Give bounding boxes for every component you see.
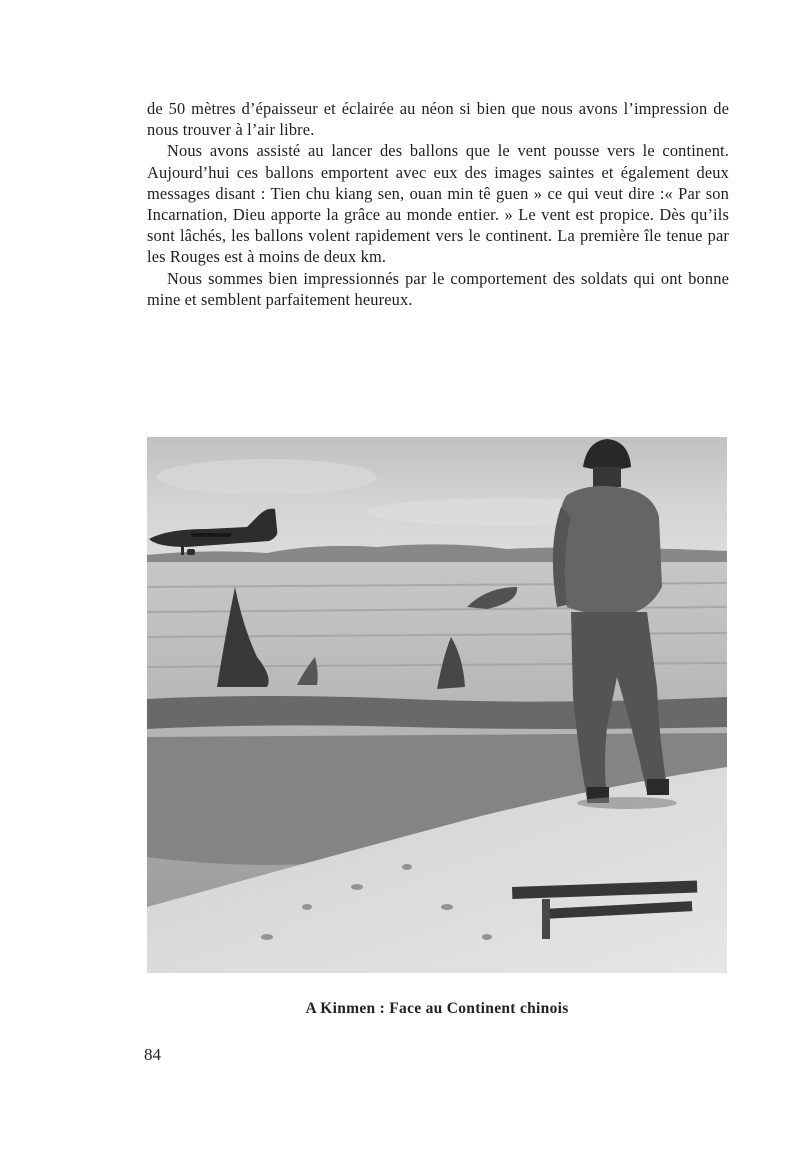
page-number: 84 bbox=[144, 1045, 161, 1064]
photograph-kinmen bbox=[147, 437, 727, 973]
paragraph-balloons: Nous avons assisté au lancer des ballons que le vent pousse vers le continent. Aujourd’hui ces ballons emportent avec eux des images saintes et également deux messages disant : Tien chu kiang sen, ouan min tê guen » ce qui veut dire :« Par son Incarnation, Dieu apporte la grâce au monde entier. » Le vent est propice. Dès qu’ils sont lâchés, les ballons volent rapidement vers le continent. La première île tenue par les Rouges est à moins de deux km. bbox=[147, 141, 729, 267]
film-grain bbox=[147, 437, 727, 973]
photograph-illustration bbox=[147, 437, 727, 973]
paragraph-continuation: de 50 mètres d’épaisseur et éclairée au néon si bien que nous avons l’impression de nous trouver à l’air libre. bbox=[147, 99, 729, 140]
paragraph-soldiers: Nous sommes bien impressionnés par le comportement des soldats qui ont bonne mine et semblent parfaitement heureux. bbox=[147, 268, 729, 309]
body-text bbox=[147, 98, 729, 310]
figure-caption: A Kinmen : Face au Continent chinois bbox=[305, 1000, 569, 1017]
